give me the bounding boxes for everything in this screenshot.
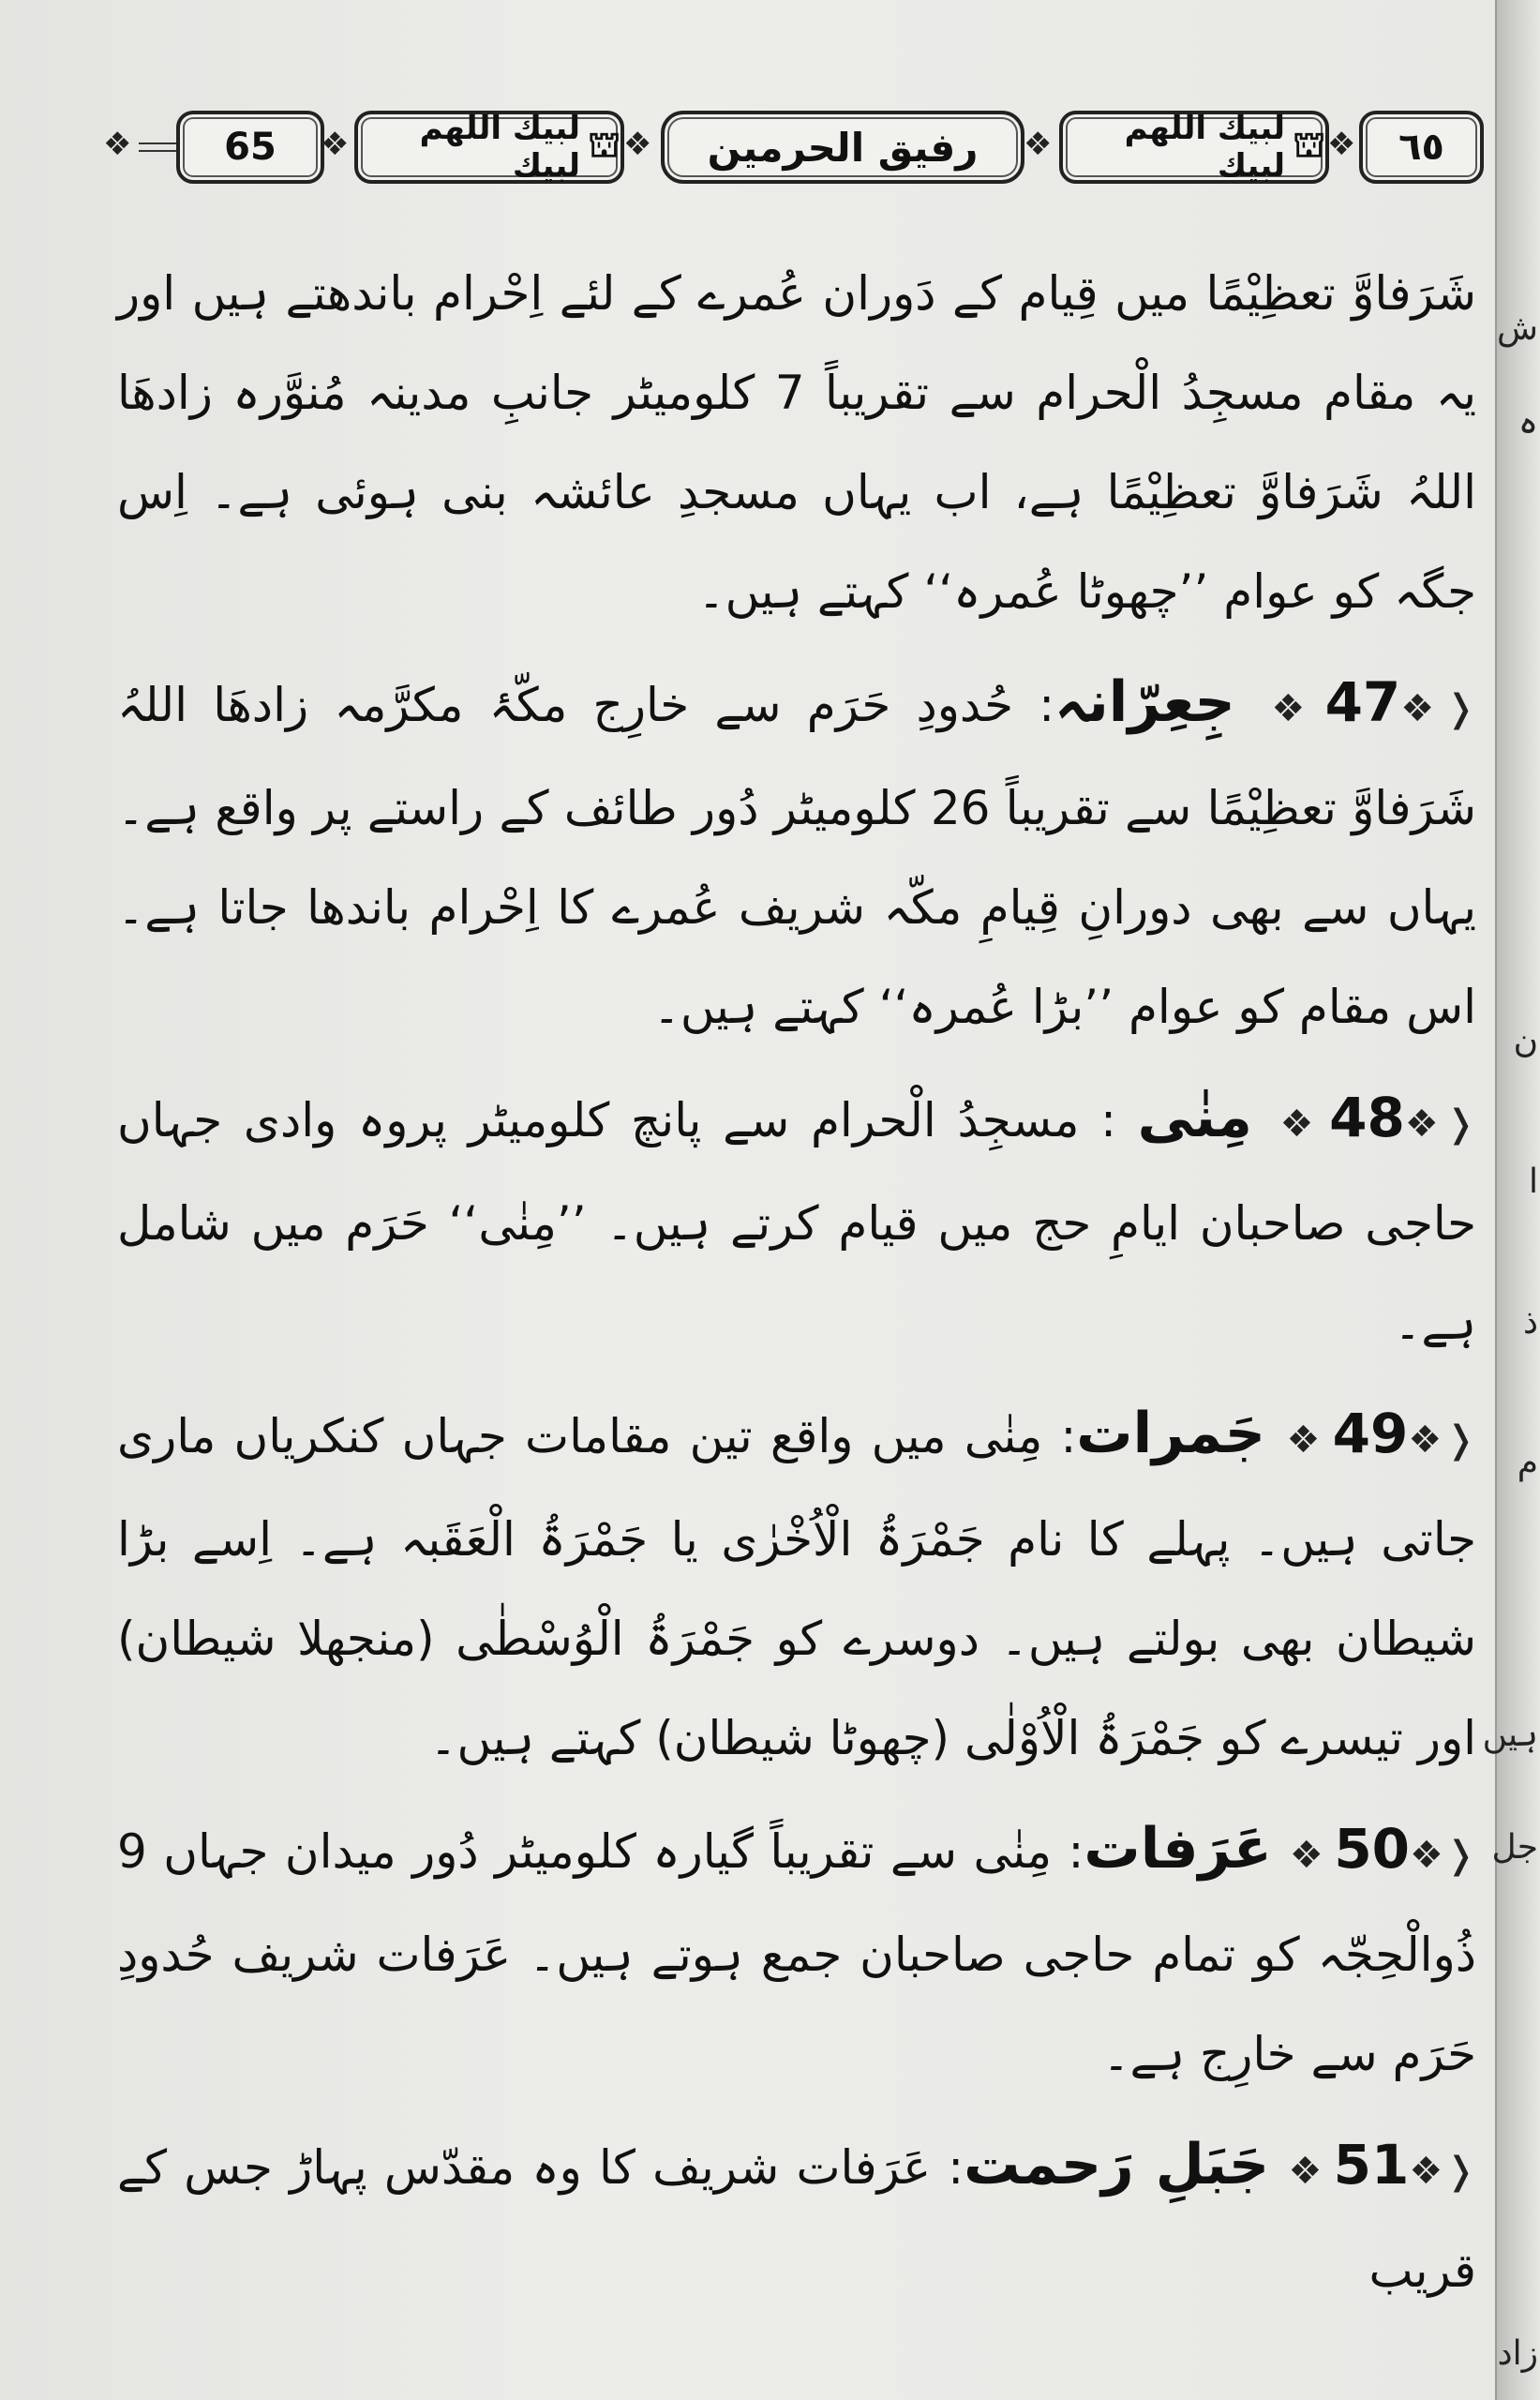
intro-paragraph xyxy=(117,244,1476,641)
banner-text: لبیك اللھم لبیك xyxy=(1124,110,1286,185)
edge-text-fragment: ش xyxy=(1497,309,1538,348)
kaaba-icon: ⛫ xyxy=(588,124,620,165)
book-title-text: رفیق الحرمین xyxy=(707,124,979,171)
flourish-ornament-icon: ❖ xyxy=(623,126,652,163)
edge-text-fragment: ن xyxy=(1513,1022,1538,1060)
page-header xyxy=(103,94,1481,197)
page-body xyxy=(117,244,1476,2332)
entry-term: مِنٰی xyxy=(1137,1085,1252,1150)
edge-text-fragment: ہیں xyxy=(1482,1716,1538,1754)
flourish-ornament-icon: ❖ xyxy=(321,126,350,163)
entry-term: جَبَلِ رَحمت xyxy=(964,2132,1270,2198)
entry-term: عَرَفات xyxy=(1084,1816,1272,1882)
flourish-ornament-icon: ❖ xyxy=(1024,126,1053,163)
page-number-left xyxy=(176,111,324,184)
flourish-ornament-icon: ❬❖ xyxy=(1408,1418,1477,1462)
edge-text-fragment: م xyxy=(1517,1444,1538,1482)
entry-text: : مِنٰی میں واقع تین مقامات جہاں کنکریاں ماری جاتی ہیں۔ پہلے کا نام جَمْرَۃُ الْاُخْرٰی یا جَمْرَۃُ الْعَقَبہ ہے۔ اِسے بڑا شیطان بھی بولتے ہیں۔ دوسرے کو جَمْرَۃُ الْوُسْطٰی (منجھلا شیطان) اور تیسرے کو جَمْرَۃُ الْاُوْلٰی (چھوٹا شیطان) کہتے ہیں۔ xyxy=(117,1409,1476,1765)
entry-number: 51 xyxy=(1333,2133,1410,2197)
entry-51 xyxy=(117,2115,1476,2320)
edge-text-fragment: ہ xyxy=(1518,403,1538,442)
book-title xyxy=(661,111,1024,184)
edge-text-fragment: زاد xyxy=(1497,2334,1538,2373)
entry-number: 47 xyxy=(1324,670,1401,734)
entry-number: 48 xyxy=(1329,1086,1405,1149)
flourish-ornament-icon: ❖ xyxy=(1261,687,1316,730)
page-number-text: ٦٥ xyxy=(1398,126,1444,169)
flourish-ornament-icon: ❖ xyxy=(1283,1418,1323,1462)
header-rule xyxy=(139,142,176,152)
entry-50 xyxy=(117,1799,1476,2104)
flourish-ornament-icon: ❬❖ xyxy=(1409,2150,1477,2193)
entry-text: : عَرَفات شریف کا وہ مقدّس پہاڑ جس کے قریب xyxy=(117,2140,1476,2298)
entry-49 xyxy=(117,1384,1476,1788)
flourish-ornament-icon: ❖ xyxy=(1288,1834,1325,1877)
banner-text: لبیك اللھم لبیك xyxy=(419,110,581,185)
left-banner xyxy=(354,111,624,184)
edge-text-fragment: ا xyxy=(1528,1162,1538,1201)
flourish-ornament-icon: ❬❖ xyxy=(1400,687,1477,730)
entry-number: 50 xyxy=(1334,1817,1411,1881)
entry-47 xyxy=(117,652,1476,1057)
entry-term: جَمرات xyxy=(1076,1401,1265,1466)
page-number-text: 65 xyxy=(224,126,277,169)
kaaba-icon: ⛫ xyxy=(1293,124,1325,165)
entry-text: : مِنٰی سے تقریباً گیارہ کلومیٹر دُور میدان جہاں 9 ذُوالْحِجّہ کو تمام حاجی صاحبان جمع ہوتے ہیں۔ عَرَفات شریف حُدودِ حَرَم سے خارِج ہے۔ xyxy=(117,1824,1476,2081)
edge-text-fragment: جل xyxy=(1491,1828,1538,1867)
flourish-ornament-icon: ❖ xyxy=(103,126,132,163)
flourish-ornament-icon: ❬❖ xyxy=(1410,1834,1476,1877)
flourish-ornament-icon: ❖ xyxy=(1273,1102,1321,1146)
entry-term: جِعِرّانہ xyxy=(1054,669,1235,735)
flourish-ornament-icon: ❬❖ xyxy=(1404,1102,1476,1146)
right-banner xyxy=(1059,111,1329,184)
entry-text: : مسجِدُ الْحرام سے پانچ کلومیٹر پروہ وادی جہاں حاجی صاحبان ایامِ حج میں قیام کرتے ہیں۔ ’’مِنٰی‘‘ حَرَم میں شامل ہے۔ xyxy=(117,1093,1476,1350)
entry-text: : حُدودِ حَرَم سے خارِج مکّۂ مکرَّمہ زادھَا اللہُ شَرَفاوَّ تعظِيْمًا سے تقریباً 26 کلومیٹر دُور طائف کے راستے پر واقع ہے۔ یہاں سے بھی دورانِ قِیامِ مکّہ شریف عُمرے کا اِحْرام باندھا جاتا ہے۔ اس مقام کو عوام ’’بڑا عُمرہ‘‘ کہتے ہیں۔ xyxy=(117,678,1476,1034)
flourish-ornament-icon: ❖ xyxy=(1327,126,1356,163)
entry-48 xyxy=(117,1068,1476,1372)
edge-text-fragment: ذ xyxy=(1522,1303,1538,1342)
flourish-ornament-icon: ❖ xyxy=(1286,2150,1324,2193)
page-number-right xyxy=(1359,111,1484,184)
paragraph-text: شَرَفاوَّ تعظِيْمًا میں قِیام کے دَوران عُمرے کے لئے اِحْرام باندھتے ہیں اور یہ مقام مسجِدُ الْحرام سے تقریباً 7 کلومیٹر جانبِ مدینہ مُنوَّرہ زادھَا اللہُ شَرَفاوَّ تعظِيْمًا ہے، اب یہاں مسجدِ عائشہ بنی ہوئی ہے۔ اِس جگہ کو عوام ’’چھوٹا عُمرہ‘‘ کہتے ہیں۔ xyxy=(117,266,1476,619)
entry-number: 49 xyxy=(1332,1402,1409,1465)
